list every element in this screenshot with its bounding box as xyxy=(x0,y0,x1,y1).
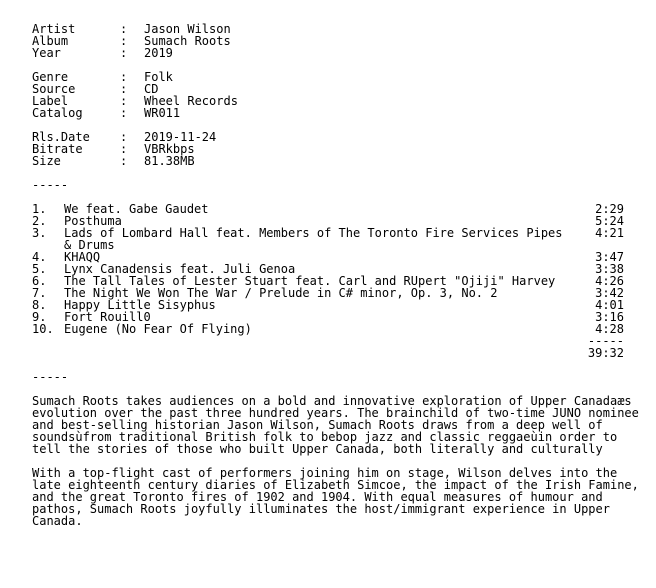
size-value: 81.38MB xyxy=(144,154,195,168)
album-value: Sumach Roots xyxy=(144,34,231,48)
track-duration: 4:26 xyxy=(595,274,624,288)
track-title: KHAQQ xyxy=(64,250,101,264)
track-duration: 3:38 xyxy=(595,262,624,276)
track-number: 4. xyxy=(32,250,47,264)
track-number: 1. xyxy=(32,202,47,216)
track-row xyxy=(32,227,624,251)
track-duration: 4:21 xyxy=(595,226,624,240)
bitrate-key: Bitrate xyxy=(32,142,83,156)
track-duration: 3:16 xyxy=(595,310,624,324)
album-sep: : xyxy=(120,34,128,48)
bitrate-value: VBRkbps xyxy=(144,142,195,156)
source-value: CD xyxy=(144,82,159,96)
track-row xyxy=(32,323,624,335)
track-duration: 3:42 xyxy=(595,286,624,300)
year-value: 2019 xyxy=(144,46,173,60)
track-number: 9. xyxy=(32,310,47,324)
track-title: Fort Rouill0 xyxy=(64,310,151,324)
year-sep: : xyxy=(120,46,128,60)
tracklist xyxy=(32,203,624,335)
track-number: 8. xyxy=(32,298,47,312)
description-paragraph-2: With a top-flight cast of performers joining him on stage, Wilson delves into the late eighteenth century diaries of Elizabeth Simcoe, the impact of the Irish Famine, and the great Toronto fires of 1902 and 1904. With equal measures of humour and pathos, Sumach Roots joyfully illuminates the host/immigrant experience in Upper Canada. xyxy=(32,466,639,528)
track-number: 3. xyxy=(32,226,47,240)
total-duration: 39:32 xyxy=(587,346,624,360)
total-row xyxy=(32,347,624,359)
track-title: The Night We Won The War / Prelude in C# minor, Op. 3, No. 2 xyxy=(64,286,498,300)
size-key: Size xyxy=(32,154,61,168)
nfo-document xyxy=(32,22,639,528)
artist-value: Jason Wilson xyxy=(144,22,231,36)
track-title: Lads of Lombard Hall feat. Members of The Toronto Fire Services Pipes & Drums xyxy=(64,226,563,252)
track-number: 10. xyxy=(32,322,54,336)
source-key: Source xyxy=(32,82,76,96)
track-number: 6. xyxy=(32,274,47,288)
total-divider-row xyxy=(32,335,624,347)
source-sep: : xyxy=(120,82,128,96)
track-title: Eugene (No Fear Of Flying) xyxy=(64,322,252,336)
track-duration: 3:47 xyxy=(595,250,624,264)
track-title: Happy Little Sisyphus xyxy=(64,298,216,312)
size-row xyxy=(32,155,624,167)
track-duration: 4:28 xyxy=(595,322,624,336)
genre-value: Folk xyxy=(144,70,173,84)
catalog-value: WR011 xyxy=(144,106,181,120)
track-title: Lynx Canadensis feat. Juli Genoa xyxy=(64,262,296,276)
label-sep: : xyxy=(120,94,128,108)
track-number: 5. xyxy=(32,262,47,276)
catalog-key: Catalog xyxy=(32,106,83,120)
year-key: Year xyxy=(32,46,61,60)
divider-bottom: ----- xyxy=(32,370,69,384)
rlsdate-key: Rls.Date xyxy=(32,130,90,144)
rlsdate-sep: : xyxy=(120,130,128,144)
size-sep: : xyxy=(120,154,128,168)
genre-sep: : xyxy=(120,70,128,84)
total-divider: ----- xyxy=(587,334,624,348)
divider-top: ----- xyxy=(32,178,69,192)
track-title: The Tall Tales of Lester Stuart feat. Carl and RUpert "Ojiji" Harvey xyxy=(64,274,556,288)
rlsdate-value: 2019-11-24 xyxy=(144,130,217,144)
catalog-row xyxy=(32,107,624,119)
description-paragraph-1: Sumach Roots takes audiences on a bold and innovative exploration of Upper Canadaæs evolution over the past three hundred years. The brainchild of two-time JUNO nominee and best-selling historian Jason Wilson, Sumach Roots draws from a deep well of soundsùfrom traditional British folk to bebop jazz and classic reggaeùin order to tell the stories of those who built Upper Canada, both literally and culturally xyxy=(32,394,639,456)
track-title: Posthuma xyxy=(64,214,122,228)
track-title: We feat. Gabe Gaudet xyxy=(64,202,209,216)
track-duration: 2:29 xyxy=(595,202,624,216)
catalog-sep: : xyxy=(120,106,128,120)
label-key: Label xyxy=(32,94,69,108)
track-duration: 4:01 xyxy=(595,298,624,312)
track-duration: 5:24 xyxy=(595,214,624,228)
artist-key: Artist xyxy=(32,22,76,36)
year-row xyxy=(32,47,624,59)
genre-key: Genre xyxy=(32,70,69,84)
track-number: 2. xyxy=(32,214,47,228)
bitrate-sep: : xyxy=(120,142,128,156)
album-key: Album xyxy=(32,34,69,48)
track-number: 7. xyxy=(32,286,47,300)
label-value: Wheel Records xyxy=(144,94,238,108)
artist-sep: : xyxy=(120,22,128,36)
